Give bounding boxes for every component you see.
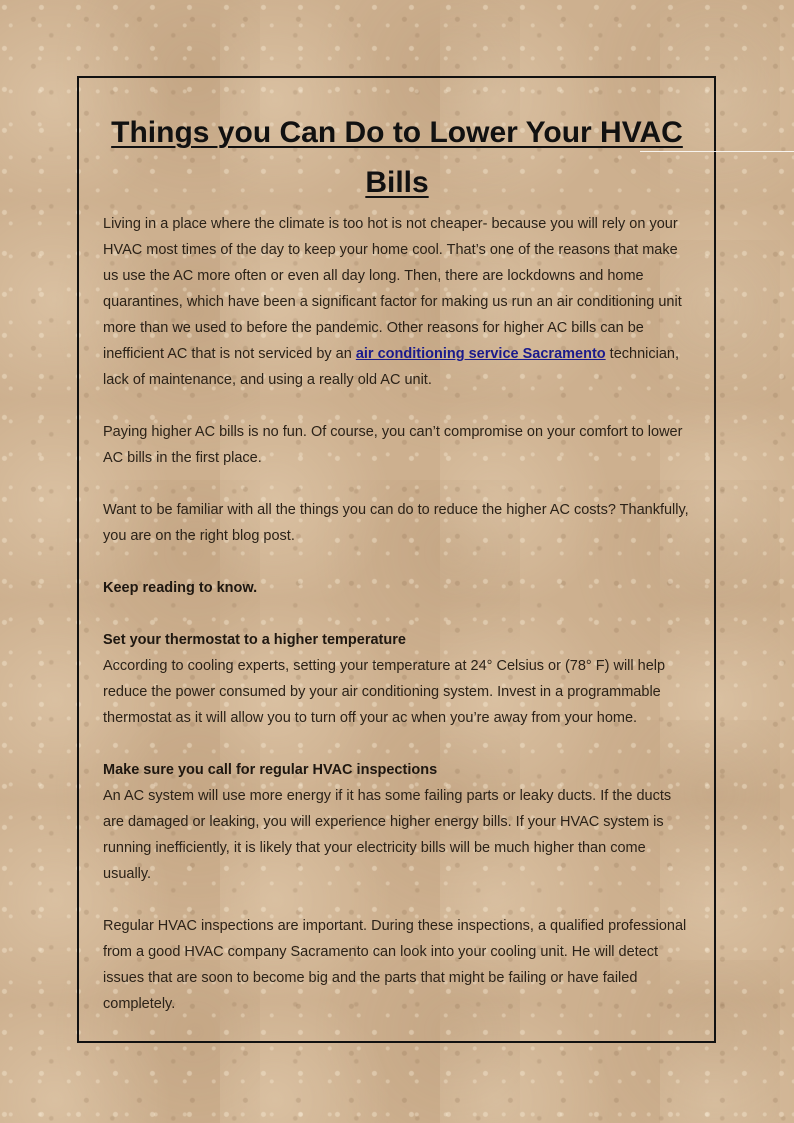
paragraph-paying-higher: Paying higher AC bills is no fun. Of course, you can’t compromise on your comfort to lower AC bills in the first place. [103, 424, 683, 466]
paragraph-regular-inspections: Regular HVAC inspections are important. During these inspections, a qualified professional from a good HVAC company Sacramento can look into your cooling unit. He will detect issues that are soon to become big and the parts that might be failing or have failed completely. [103, 918, 687, 1012]
intro-text-before-link: Living in a place where the climate is too hot is not cheaper- because you will rely on your HVAC most times of the day to keep your home cool. That’s one of the reasons that make us use the AC more often or even all day long. Then, there are lockdowns and home quarantines, which have been a significant factor for making us run an air conditioning unit more than we used to before the pandemic. Other reasons for higher AC bills can be inefficient AC that is not serviced by an [103, 216, 682, 362]
section-inspections-heading: Make sure you call for regular HVAC inspections [103, 762, 438, 778]
keep-reading-heading: Keep reading to know. [103, 580, 258, 596]
intro-text-after-link: technician, lack of maintenance, and using a really old AC unit. [103, 346, 679, 388]
page-title: Things you Can Do to Lower Your HVAC Bills [111, 116, 683, 199]
intro-paragraph [103, 211, 693, 393]
air-conditioning-service-link[interactable]: air conditioning service Sacramento [355, 346, 606, 362]
article-body [103, 211, 693, 1043]
section-inspections-text: An AC system will use more energy if it has some failing parts or leaky ducts. If the ducts are damaged or leaking, you will experience higher energy bills. If your HVAC system is running inefficiently, it is likely that your electricity bills will be much higher than come usually. [103, 788, 672, 882]
section-thermostat-text: According to cooling experts, setting your temperature at 24° Celsius or (78° F) will help reduce the power consumed by your air conditioning system. Invest in a programmable thermostat as it will allow you to turn off your ac when you’re away from your home. [103, 658, 666, 726]
paragraph-want-to-know: Want to be familiar with all the things you can do to reduce the higher AC costs? Thankfully, you are on the right blog post. [103, 502, 689, 544]
section-thermostat-heading: Set your thermostat to a higher temperature [103, 632, 406, 648]
